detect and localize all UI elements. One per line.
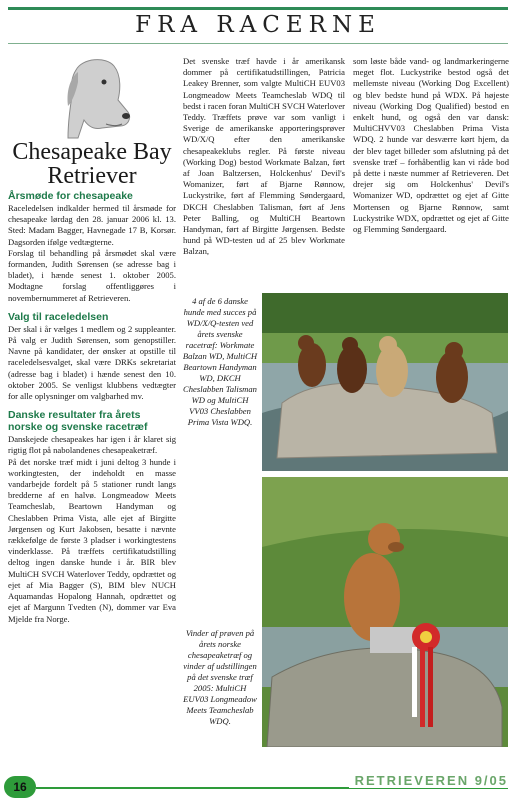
paragraph: Forslag til behandling på årsmødet skal være formanden, Judith Sørensen (se adresse bag i bladet), i hænde senest 1. oktober 2005. Modtagne forslag offentliggøres i novembernummeret af Retrieveren. — [8, 247, 176, 303]
section-heading-valg: Valg til raceledelsen — [8, 310, 109, 323]
breed-title: Chesapeake Bay Retriever — [12, 139, 172, 189]
magazine-name: RETRIEVEREN 9/05 — [349, 773, 508, 788]
page-header-title: FRA RACERNE — [135, 12, 381, 38]
paragraph: Danskejede chesapeakes har igen i år klaret sig rigtig flot på nabolandenes chesapeaketræf. — [8, 434, 176, 456]
left-column — [8, 190, 176, 625]
paragraph: Raceledelsen indkalder hermed til årsmøde for chesapeake lørdag den 28. januar 2006 kl. 13. Sted: Madam Bagger, Havnegade 17 B, Korsør. Dagsorden ifølge vedtægterne. — [8, 203, 176, 247]
paragraph: Der skal i år vælges 1 medlem og 2 suppleanter. På valg er Judith Sørensen, som genopstiller. Navne på kandidater, der ønsker at opstille til raceledelsesvalget, skal være DRKs sekretariat (adresse bag i bladet) i hænde senest den 10. oktober 2005. Se venligst klubbens vedtægter for alle oplysninger om valgbarhed mv. — [8, 323, 176, 402]
section-heading-arsmode: Årsmøde for chesapeake — [8, 190, 133, 202]
page-number: 16 — [4, 776, 36, 798]
right-column — [353, 56, 509, 235]
photo-caption: Vinder af prøven på årets norske chesapeaketræf og vinder af udstillingen på det svenske træf 2005: MultiCH EUV03 Longmeadow Meets Teamcheslab WDQ. — [183, 628, 257, 726]
paragraph: På det norske træf midt i juni deltog 3 hunde i workingtesten, der indeholdt en masse vandarbejde fordelt på 5 stationer rundt langs bredderne af en halvø. Longmeadow Meets Teamcheslab, Beartown Handyman og Cheslabben Prima Vista, alle ejet af Birgitte Jørgensen og Kurt Jakobsen, besatte i nævnte rækkefølge de første 3 pladser i workingtestens vinderklasse. På træffets certifikatudstilling deltog ingen danske hunde i år. BIR blev MultiCH SVCH Waterlover Teddy, opdrættet og ejet af Mia Bagger (S), BIM blev NUCH Aquamandas Hopalong Hannah, opdrættet og ejet af Margunn Tvedten (N), dommer var Eva Mjelde fra Norge. — [8, 456, 176, 624]
chesapeake-head-illustration — [48, 52, 138, 144]
section-heading-resultater: Danske resultater fra årets norske og svenske racetræf — [8, 409, 148, 434]
header-rule-thin — [8, 43, 508, 44]
photo-caption: 4 af de 6 danske hunde med succes på WD/X/Q-testen ved årets svenske racetræf: Workmate Balzan WD, MultiCH Beartown Handyman WD, DKCH Cheslabben Talisman WD og MultiCH VV03 Cheslabben Prima Vista WDQ. — [182, 296, 258, 427]
paragraph: som løste både vand- og landmarkeringerne meget flot. Luckystrike bestod også det mellemste niveau (Working Dog Excellent) og blev bedste hund på WDX. På højeste niveau (Working Dog Qualified) bestod en enkelt hund, og også den var dansk: MultiCHVV03 Cheslabben Prima Vista WDQ. 2 hunde var desværre kørt hjem, da der blev taget billeder som afslutning på det svenske træf – forhåbentlig kan vi råde bod på dette i næste nummer af Retrieveren. Det drejer sig om Holckenhus' Devil's Womanizer WD, opdrættet og ejet af Gitte Mortensen og Bjarne Rønnow, samt Luckystrike WDX, opdrættet og ejet af Gitte og Flemming Søndergaard. — [353, 56, 509, 235]
paragraph: Det svenske træf havde i år amerikansk dommer på certifikatudstillingen, Patricia Leakey Brenner, som valgte MultiCH EUV03 Longmeadow Meets Teamcheslab WDQ til bedst i racen foran MultiCH SVCH Waterlover Teddy. Træffets prøve var som vanligt i Sverige de amerikanske apporteringsprøver WD/X/Q efter den amerikanske chesapeakeklubs regler. På første niveau (Working Dog) bestod Workmate Balzan, ført af Joan Baltzersen, Holckenhus' Devil's Womanizer, ført af Bjarne Rønnow, Luckystrike, ført af Flemming Søndergaard, DKCH Cheslabben Talisman, ført af Jens Peter Balling, og MultiCH Beartown Handyman, ført af Birgitte Jørgensen. Bedste hund på WD-testen ud af 25 blev Workmate Balzan, — [183, 56, 345, 257]
middle-column — [183, 56, 345, 258]
header-rule — [8, 7, 508, 10]
photo-winner-dog — [262, 477, 508, 747]
photo-four-dogs — [262, 293, 508, 471]
